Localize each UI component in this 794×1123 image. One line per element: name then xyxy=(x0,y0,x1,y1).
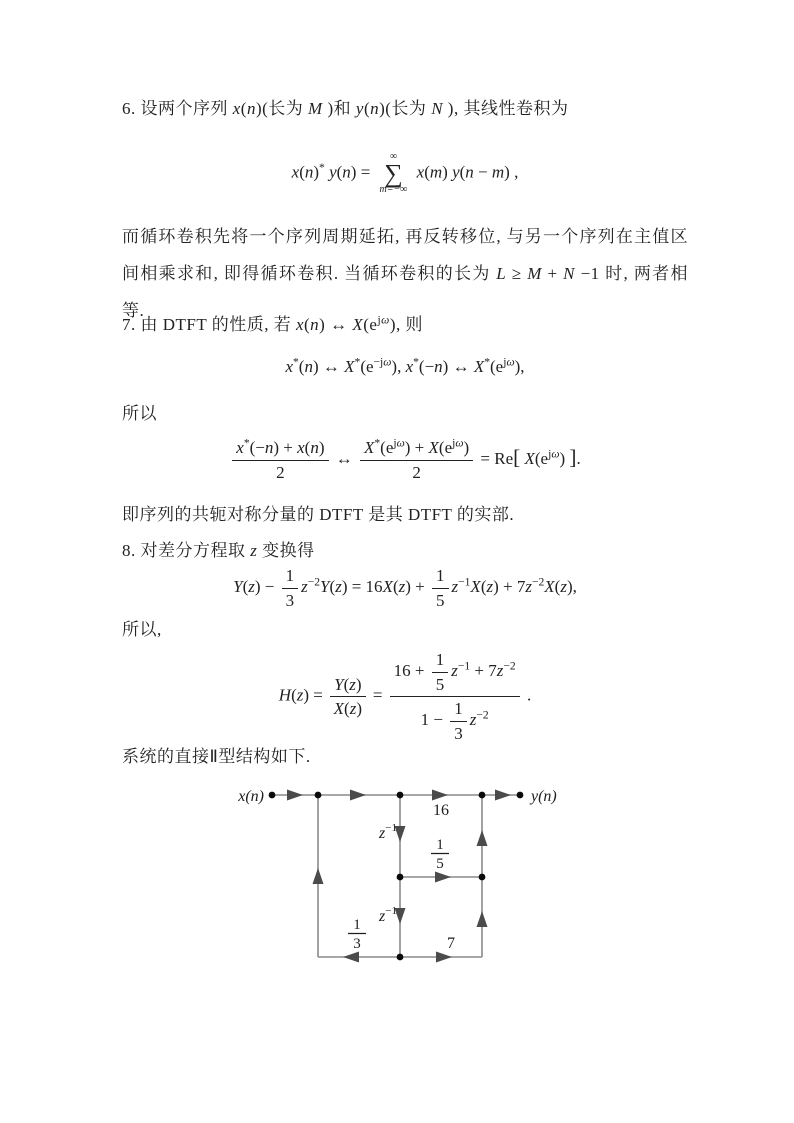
flow-arrow-up-right-lower xyxy=(477,911,488,927)
linear-convolution-formula: x(n)* y(n) = ∞ ∑ m=−∞ x(m) y(n − m) , xyxy=(291,151,519,196)
delay-exponent: −1 xyxy=(385,905,397,917)
transfer-function-formula: H(z) = $\frac{Y(z)}{X(z)}$ = 16 + $\frac{1}{5}$ $z^{-1} + 7z^{-2}$ 1 − $\frac{1}{3}$ $z^{-2}$ . xyxy=(278,650,532,743)
delay-z1-upper-label xyxy=(378,822,397,842)
dtft-real-part-note: 即序列的共轭对称分量的 DTFT 是其 DTFT 的实部. xyxy=(122,505,515,524)
flow-arrow-right-3 xyxy=(432,790,448,801)
flow-arrow-right-bottom xyxy=(436,952,452,963)
flow-arrow-up-left-feedback xyxy=(313,868,324,884)
branch-node-middle-center xyxy=(397,874,404,881)
frac15-numerator: 1 xyxy=(436,837,444,853)
summing-node-right-center xyxy=(479,874,486,881)
summing-node-left-top xyxy=(315,792,322,799)
item6-heading: 6. 设两个序列 x(n)(长为 M )和 y(n)(长为 N ), 其线性卷积为 xyxy=(122,99,569,118)
item8-heading: 8. 对差分方程取 z 变换得 xyxy=(122,541,315,560)
item7-heading: 7. 由 DTFT 的性质, 若 x(n) ↔ $X(e^{j\omega})$, 则 xyxy=(122,313,423,334)
circular-convolution-paragraph-line-1: 而循环卷积先将一个序列周期延拓, 再反转移位, 与另一个序列在主值区 xyxy=(122,227,688,246)
diagram-output-label: y(n) xyxy=(531,788,557,805)
flow-arrow-right-2 xyxy=(350,790,366,801)
diagram-input-label: x(n) xyxy=(238,788,264,805)
circular-convolution-paragraph-line-2: 间相乘求和, 即得循环卷积. 当循环卷积的长为 L ≥ M + N −1 时, 两者相 xyxy=(122,264,689,283)
gain-16-label: 16 xyxy=(433,802,449,819)
gain-7-label: 7 xyxy=(447,935,455,952)
flow-arrow-right-middle xyxy=(435,872,451,883)
flow-arrow-right-4 xyxy=(495,790,511,801)
suoyi-label-2: 所以, xyxy=(122,620,162,639)
gain-one-third-fraction xyxy=(348,917,366,952)
frac15-denominator: 5 xyxy=(436,856,444,872)
flow-arrow-right-1 xyxy=(287,790,303,801)
input-node-dot xyxy=(269,792,276,799)
circular-convolution-paragraph-line-3: 等. xyxy=(122,301,145,320)
frac13-denominator: 3 xyxy=(353,936,361,952)
delay-z-glyph: z xyxy=(379,908,386,925)
dtft-pairs-formula: x*(n) ↔ $X^*(e^{-j\omega})$, x*(−n) ↔ $X^*(e^{j\omega})$, xyxy=(285,355,525,376)
flow-arrow-up-right-upper xyxy=(477,830,488,846)
flow-arrow-left-bottom xyxy=(343,952,359,963)
frac13-numerator: 1 xyxy=(353,917,361,933)
delay-z-glyph: z xyxy=(379,825,386,842)
suoyi-label-1: 所以 xyxy=(122,404,157,423)
z-transform-equation: Y(z) − $\frac{1}{3}$ $z^{-2}Y(z) = 16X(z)$ + $\frac{1}{5}$ $z^{-1}X(z) + 7z^{-2}X(z)$, xyxy=(233,566,577,610)
structure-note: 系统的直接Ⅱ型结构如下. xyxy=(122,747,311,766)
conjugate-symmetry-formula: $\frac{x^*(-n) + x(n)}{2}$ ↔ $\frac{X^*(e^{j\omega}) + X(e^{j\omega})}{2}$ = Re[ $X(e^{j\omega})$ ]. xyxy=(122,438,688,482)
gain-one-fifth-fraction xyxy=(431,837,449,872)
delay-z1-lower-label xyxy=(378,905,397,925)
output-node-dot xyxy=(517,792,524,799)
delay-exponent: −1 xyxy=(385,822,397,834)
summing-node-right-top xyxy=(479,792,486,799)
branch-node-middle-top xyxy=(397,792,404,799)
direct-form-ii-diagram xyxy=(210,770,590,980)
branch-node-middle-bottom xyxy=(397,954,404,961)
